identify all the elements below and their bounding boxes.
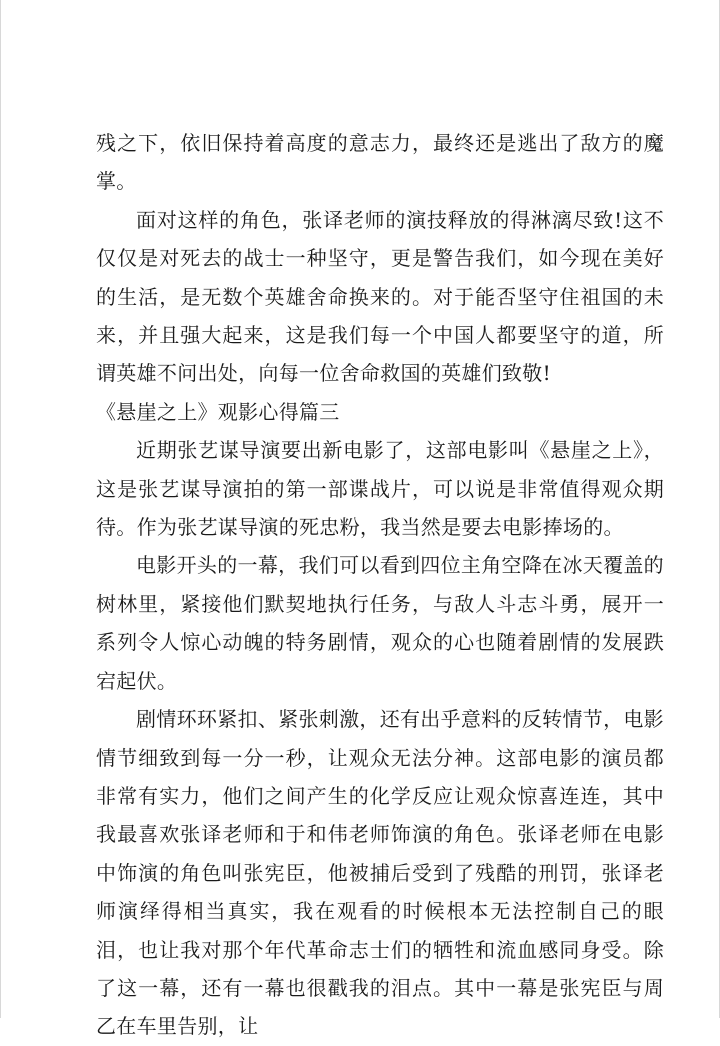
paragraph: 电影开头的一幕，我们可以看到四位主角空降在冰天覆盖的树林里，紧接他们默契地执行任务，与敌人斗志斗勇，展开一系列令人惊心动魄的特务剧情，观众的心也随着剧情的发展跌宕起伏。	[96, 553, 664, 693]
section-heading: 《悬崖之上》观影心得篇三	[96, 399, 340, 424]
paragraph: 近期张艺谋导演要出新电影了，这部电影叫《悬崖之上》，这是张艺谋导演拍的第一部谍战片，可以说是非常值得观众期待。作为张艺谋导演的死忠粉，我当然是要去电影捧场的。	[96, 438, 664, 540]
paragraph: 剧情环环紧扣、紧张刺激，还有出乎意料的反转情节，电影情节细致到每一分一秒，让观众无法分神。这部电影的演员都非常有实力，他们之间产生的化学反应让观众惊喜连连，其中我最喜欢张译老师和于和伟老师饰演的角色。张译老师在电影中饰演的角色叫张宪臣，他被捕后受到了残酷的刑罚，张译老师演绎得相当真实，我在观看的时候根本无法控制自己的眼泪，也让我对那个年代革命志士们的牺牲和流血感同身受。除了这一幕，还有一幕也很戳我的泪点。其中一幕是张宪臣与周乙在车里告别，让	[96, 707, 664, 1039]
document-body	[96, 124, 664, 1046]
paragraph-continuation: 残之下，依旧保持着高度的意志力，最终还是逃出了敌方的魔掌。	[96, 131, 664, 194]
paragraph: 面对这样的角色，张译老师的演技释放的得淋漓尽致!这不仅仅是对死去的战士一种坚守，更是警告我们，如今现在美好的生活，是无数个英雄舍命换来的。对于能否坚守住祖国的未来，并且强大起来，这是我们每一个中国人都要坚守的道，所谓英雄不问出处，向每一位舍命救国的英雄们致敬!	[96, 207, 664, 386]
